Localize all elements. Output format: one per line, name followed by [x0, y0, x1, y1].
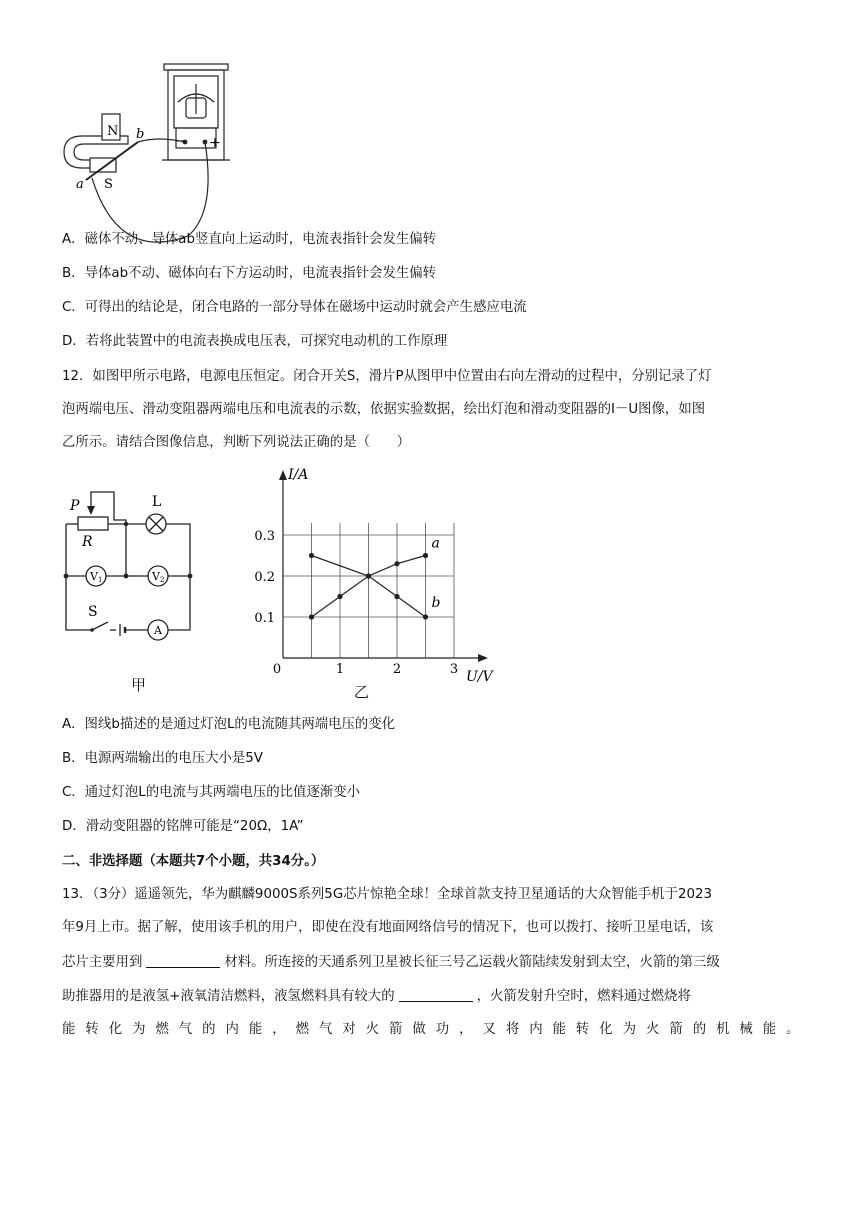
- conductor-b-label: b: [136, 127, 145, 142]
- data-point-a: [423, 553, 428, 558]
- q13-line5-char: 能: [762, 1022, 777, 1037]
- q13-line3-after: 材料。所连接的天通系列卫星被长征三号乙运载火箭陆续发射到太空，火箭的第三级: [224, 955, 720, 970]
- meter-plus-label: +: [209, 135, 221, 151]
- x-tick-label: 3: [449, 662, 459, 677]
- horseshoe-magnet: [64, 114, 128, 172]
- q11-option-c: C．可得出的结论是，闭合电路的一部分导体在磁场中运动时就会产生感应电流: [62, 300, 527, 315]
- q12-stem-line2: 泡两端电压、滑动变阻器两端电压和电流表的示数，依据实验数据，绘出灯泡和滑动变阻器的I－U图像，如图: [62, 402, 706, 417]
- q13-line2: 年9月上市。据了解，使用该手机的用户，即使在没有地面网络信号的情况下，也可以拨打、接听卫星电话，该: [62, 920, 714, 935]
- y-tick-label: 0.3: [254, 529, 275, 544]
- chart-grid: [283, 523, 454, 658]
- q13-line5-char: 气: [318, 1022, 333, 1037]
- origin-label: 0: [272, 662, 282, 677]
- v1-label: V1: [90, 570, 103, 584]
- q13-blank-2[interactable]: [399, 987, 473, 1002]
- circuit-caption: 甲: [131, 676, 147, 694]
- magnet-s-label: S: [104, 177, 113, 192]
- q13-line5-char: 为: [622, 1022, 637, 1037]
- slider-p-label: P: [70, 498, 80, 514]
- induction-apparatus-figure: [58, 62, 238, 252]
- q13-line5-char: 为: [132, 1022, 146, 1037]
- q13-line5-char: 。: [786, 1022, 800, 1037]
- q13-line5-char: 火: [365, 1022, 380, 1037]
- q12-option-c: C．通过灯泡L的电流与其两端电压的比值逐渐变小: [62, 785, 361, 800]
- q13-line5-char: 转: [85, 1022, 99, 1037]
- data-point-b: [394, 594, 399, 599]
- switch-s-label: S: [88, 604, 98, 620]
- q13-line4: [62, 987, 691, 1006]
- q13-line3-before: 芯片主要用到: [62, 955, 143, 970]
- q13-line5-char: 做: [412, 1022, 426, 1037]
- q13-line4-after: ，火箭发射升空时，燃料通过燃烧将: [476, 989, 691, 1004]
- chart-caption: 乙: [354, 683, 370, 701]
- q13-line5-char: 对: [342, 1022, 356, 1037]
- circuit-diagram: [58, 484, 198, 654]
- data-point-a: [309, 614, 314, 619]
- v2-label: V2: [152, 570, 165, 584]
- q13-line5: [62, 1021, 800, 1039]
- ammeter-label: A: [154, 624, 162, 637]
- q13-line5-char: 功: [435, 1022, 450, 1037]
- iu-chart: [250, 462, 510, 692]
- q13-line5-char: 箭: [389, 1022, 403, 1037]
- q13-line5-char: ，: [459, 1022, 473, 1037]
- data-point-b: [366, 573, 371, 578]
- q13-line5-char: 将: [505, 1022, 520, 1037]
- q13-blank-1[interactable]: [146, 953, 220, 968]
- q13-line5-char: 火: [645, 1022, 660, 1037]
- y-axis-label: I/A: [288, 467, 309, 483]
- data-point-b: [309, 553, 314, 558]
- q12-option-a: A．图线b描述的是通过灯泡L的电流随其两端电压的变化: [62, 717, 396, 732]
- q13-line3: [62, 953, 720, 972]
- q13-line5-char: 械: [739, 1022, 753, 1037]
- switch-s: [92, 622, 108, 630]
- wire-a: [92, 142, 208, 242]
- q11-option-d: D．若将此装置中的电流表换成电压表，可探究电动机的工作原理: [62, 334, 448, 349]
- magnet-n-label: N: [107, 124, 119, 139]
- q13-line5-char: 机: [716, 1022, 730, 1037]
- x-tick-label: 2: [392, 662, 402, 677]
- data-point-b: [423, 614, 428, 619]
- meter-minus-label: −: [175, 134, 186, 149]
- q13-line5-char: 的: [692, 1022, 707, 1037]
- series-label-b: b: [431, 595, 441, 611]
- slider-arrow: [87, 506, 95, 515]
- q13-line5-char: 又: [482, 1022, 496, 1037]
- q13-line5-char: 化: [108, 1022, 123, 1037]
- lamp-l-label: L: [152, 494, 162, 510]
- y-tick-label: 0.1: [254, 611, 275, 626]
- x-tick-label: 1: [335, 662, 345, 677]
- q13-line5-char: 化: [599, 1022, 613, 1037]
- q12-option-b: B．电源两端输出的电压大小是5V: [62, 751, 263, 766]
- series-label-a: a: [431, 535, 440, 552]
- q13-line5-char: 能: [62, 1022, 76, 1037]
- y-axis-arrow: [279, 470, 287, 480]
- conductor-a-label: a: [76, 177, 84, 192]
- q11-option-a: A．磁体不动、导体ab竖直向上运动时，电流表指针会发生偏转: [62, 232, 437, 247]
- q13-line5-char: 燃: [295, 1022, 309, 1037]
- data-point-a: [337, 594, 342, 599]
- q13-line5-char: 的: [202, 1022, 216, 1037]
- q13-line5-char: 气: [178, 1022, 193, 1037]
- q13-line5-char: 转: [575, 1022, 590, 1037]
- chart-axes: [279, 470, 488, 662]
- q13-line5-char: 能: [552, 1022, 566, 1037]
- q13-line5-char: ，: [272, 1022, 286, 1037]
- q13-line4-before: 助推器用的是液氢+液氧清洁燃料，液氢燃料具有较大的: [62, 989, 395, 1004]
- x-axis-arrow: [478, 654, 488, 662]
- q13-line5-char: 能: [248, 1022, 263, 1037]
- y-tick-label: 0.2: [254, 570, 275, 585]
- q13-line5-char: 内: [529, 1022, 543, 1037]
- q11-option-b: B．导体ab不动、磁体向右下方运动时，电流表指针会发生偏转: [62, 266, 437, 281]
- q12-stem-line1: 12．如图甲所示电路，电源电压恒定。闭合开关S，滑片P从图甲中位置由右向左滑动的过程中，分别记录了灯: [62, 369, 712, 384]
- q13-line5-char: 燃: [155, 1022, 169, 1037]
- data-point-a: [394, 561, 399, 566]
- q13-line5-char: 内: [225, 1022, 239, 1037]
- rheostat: [78, 517, 108, 530]
- q13-line1: 13．（3分）遥遥领先，华为麒麟9000S系列5G芯片惊艳全球！全球首款支持卫星通话的大众智能手机于2023: [62, 887, 713, 902]
- q12-option-d: D．滑动变阻器的铭牌可能是“20Ω，1A”: [62, 819, 304, 834]
- q12-stem-line3: 乙所示。请结合图像信息，判断下列说法正确的是（ ）: [62, 435, 411, 450]
- q13-line5-char: 箭: [669, 1022, 683, 1037]
- rheostat-r-label: R: [82, 534, 93, 550]
- section2-heading: 二、非选择题（本题共7个小题，共34分。）: [62, 854, 325, 869]
- x-axis-label: U/V: [466, 669, 493, 685]
